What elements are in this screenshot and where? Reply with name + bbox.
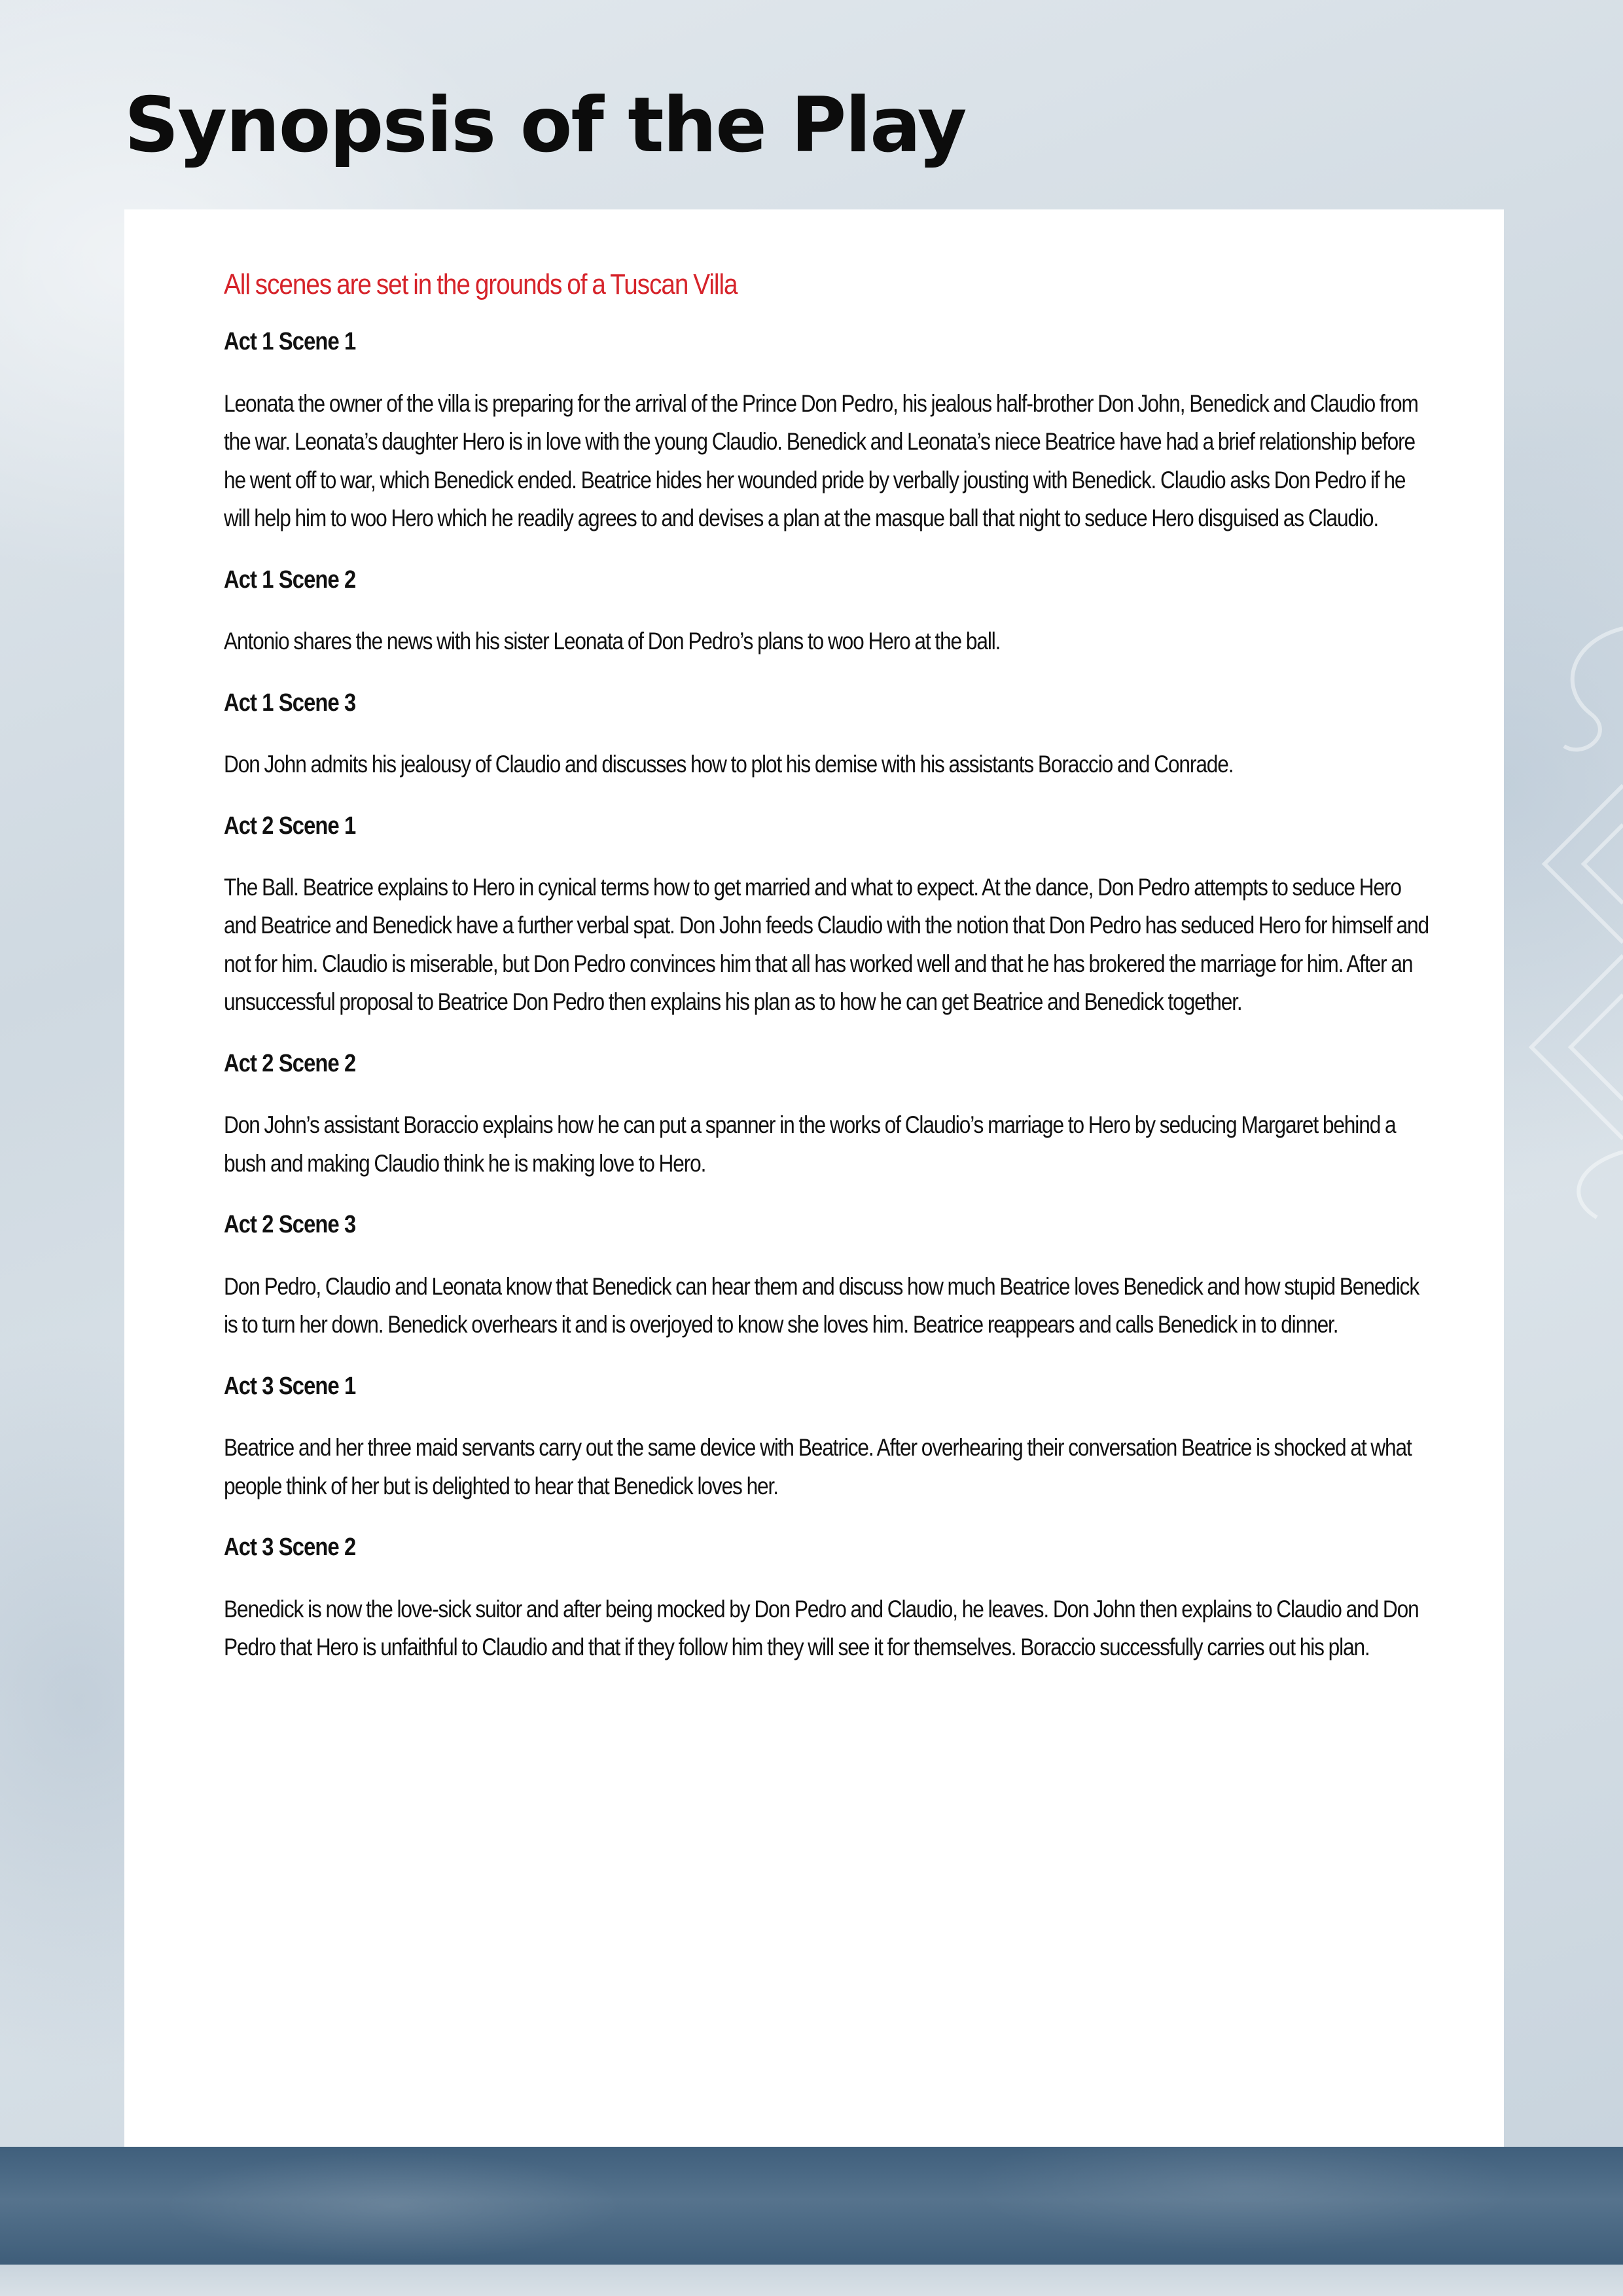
scene-heading: Act 1 Scene 3 (224, 689, 356, 717)
setting-note: All scenes are set in the grounds of a Tuscan Villa (224, 268, 738, 300)
footer-strip (0, 2265, 1623, 2296)
page-title: Synopsis of the Play (124, 81, 966, 170)
scene-text: Leonata the owner of the villa is preparing for the arrival of the Prince Don Pedro, his jealous half-brother Don John, Benedick and Claudio from the war. Leonata’s daughter Hero is in love with the young Claudio. Benedick and Leonata’s niece Beatrice have had a brief relationship before he went off to war, which Benedick ended. Beatrice hides her wounded pride by verbally jousting with Benedick. Claudio asks Don Pedro if he will help him to woo Hero which he readily agrees to and devises a plan at the masque ball that night to seduce Hero disguised as Claudio. (224, 389, 1418, 532)
footer-band (0, 2147, 1623, 2265)
scene-text: Don John admits his jealousy of Claudio and discusses how to plot his demise with his assistants Boraccio and Conrade. (224, 751, 1234, 778)
scene-block (224, 1048, 1454, 1183)
scene-text: Don Pedro, Claudio and Leonata know that Benedick can hear them and discuss how much Beatrice loves Benedick and how stupid Benedick is to turn her down. Benedick overhears it and is overjoyed to know she loves him. Beatrice reappears and calls Benedick in to dinner. (224, 1272, 1419, 1338)
scene-heading: Act 3 Scene 2 (224, 1534, 356, 1562)
scene-heading: Act 1 Scene 2 (224, 565, 356, 594)
synopsis-content (224, 265, 1454, 1693)
scene-heading: Act 3 Scene 1 (224, 1372, 356, 1400)
scene-text: The Ball. Beatrice explains to Hero in cynical terms how to get married and what to expect. At the dance, Don Pedro attempts to seduce Hero and Beatrice and Benedick have a further verbal spat. Don John feeds Claudio with the notion that Don Pedro has seduced Hero for himself and not for him. Claudio is miserable, but Don Pedro convinces him that all has worked well and that he has brokered the marriage for him. After an unsuccessful proposal to Beatrice Don Pedro then explains his plan as to how he can get Beatrice and Benedick together. (224, 873, 1429, 1016)
scene-text: Benedick is now the love-sick suitor and after being mocked by Don Pedro and Claudio, he leaves. Don John then explains to Claudio and Don Pedro that Hero is unfaithful to Claudio and that if they follow him they will see it for themselves. Boraccio successfully carries out his plan. (224, 1595, 1419, 1661)
scene-heading: Act 1 Scene 1 (224, 328, 356, 356)
scene-block (224, 810, 1454, 1022)
scene-heading: Act 2 Scene 1 (224, 812, 356, 840)
decorative-ornament (1505, 589, 1623, 1244)
scene-block (224, 1371, 1454, 1505)
scene-block (224, 1532, 1454, 1666)
scene-heading: Act 2 Scene 3 (224, 1211, 356, 1239)
scene-block (224, 687, 1454, 784)
scene-text: Beatrice and her three maid servants carry out the same device with Beatrice. After overhearing their conversation Beatrice is shocked at what people think of her but is delighted to hear that Benedick loves her. (224, 1434, 1412, 1499)
scene-block (224, 1209, 1454, 1344)
scene-block (224, 564, 1454, 661)
scene-text: Don John’s assistant Boraccio explains how he can put a spanner in the works of Claudio’s marriage to Hero by seducing Margaret behind a bush and making Claudio think he is making love to Hero. (224, 1111, 1396, 1177)
synopsis-panel (124, 209, 1504, 2148)
scene-heading: Act 2 Scene 2 (224, 1049, 356, 1077)
scene-block (224, 326, 1454, 537)
scene-text: Antonio shares the news with his sister Leonata of Don Pedro’s plans to woo Hero at the ball. (224, 628, 1001, 655)
